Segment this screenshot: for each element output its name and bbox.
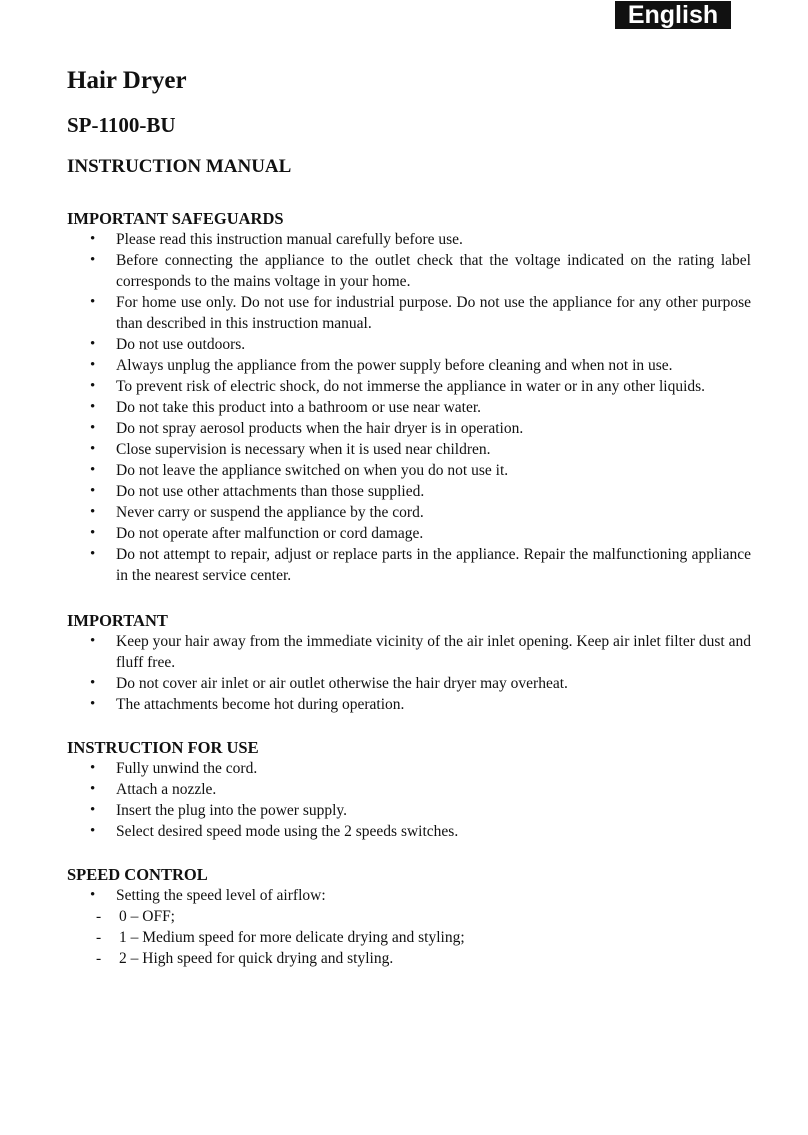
list-item: • Do not use outdoors. [67,334,751,355]
safeguards-heading: IMPORTANT SAFEGUARDS [67,209,284,228]
list-item: • Insert the plug into the power supply. [67,800,751,821]
list-item: • Setting the speed level of airflow: [67,885,751,906]
list-item: • Do not spray aerosol products when the hair dryer is in operation. [67,418,751,439]
list-item: • Do not use other attachments than those supplied. [67,481,751,502]
list-item: • Do not cover air inlet or air outlet otherwise the hair dryer may overheat. [67,673,751,694]
model-number: SP-1100-BU [67,113,176,137]
important-list [67,631,751,715]
speed-levels-list [67,906,751,969]
instruction-for-use-list [67,758,751,842]
instruction-for-use-heading: INSTRUCTION FOR USE [67,738,259,757]
important-heading: IMPORTANT [67,611,168,630]
list-item: • To prevent risk of electric shock, do not immerse the appliance in water or in any other liquids. [67,376,751,397]
speed-level-item: - 1 – Medium speed for more delicate drying and styling; [67,927,751,948]
list-item: • Do not attempt to repair, adjust or replace parts in the appliance. Repair the malfunctioning appliance in the nearest service center. [67,544,751,586]
list-item: • Close supervision is necessary when it is used near children. [67,439,751,460]
list-item: • Always unplug the appliance from the power supply before cleaning and when not in use. [67,355,751,376]
list-item: • Attach a nozzle. [67,779,751,800]
list-item: • Do not operate after malfunction or cord damage. [67,523,751,544]
manual-heading: INSTRUCTION MANUAL [67,156,292,177]
speed-control-list [67,885,751,906]
list-item: • Do not take this product into a bathroom or use near water. [67,397,751,418]
list-item: • Never carry or suspend the appliance by the cord. [67,502,751,523]
important-section [67,610,751,715]
safeguards-section [67,208,751,586]
speed-control-heading: SPEED CONTROL [67,865,208,884]
speed-level-item: - 2 – High speed for quick drying and styling. [67,948,751,969]
list-item: • For home use only. Do not use for industrial purpose. Do not use the appliance for any other purpose than described in this instruction manual. [67,292,751,334]
page-title: Hair Dryer [67,67,187,94]
safeguards-list [67,229,751,586]
list-item: • Please read this instruction manual carefully before use. [67,229,751,250]
list-item: • Do not leave the appliance switched on when you do not use it. [67,460,751,481]
list-item: • Keep your hair away from the immediate vicinity of the air inlet opening. Keep air inlet filter dust and fluff free. [67,631,751,673]
speed-control-section [67,864,751,969]
list-item: • Fully unwind the cord. [67,758,751,779]
list-item: • Before connecting the appliance to the outlet check that the voltage indicated on the rating label corresponds to the mains voltage in your home. [67,250,751,292]
list-item: • Select desired speed mode using the 2 speeds switches. [67,821,751,842]
language-tab: English [615,1,731,29]
list-item: • The attachments become hot during operation. [67,694,751,715]
speed-level-item: - 0 – OFF; [67,906,751,927]
instruction-for-use-section [67,737,751,842]
